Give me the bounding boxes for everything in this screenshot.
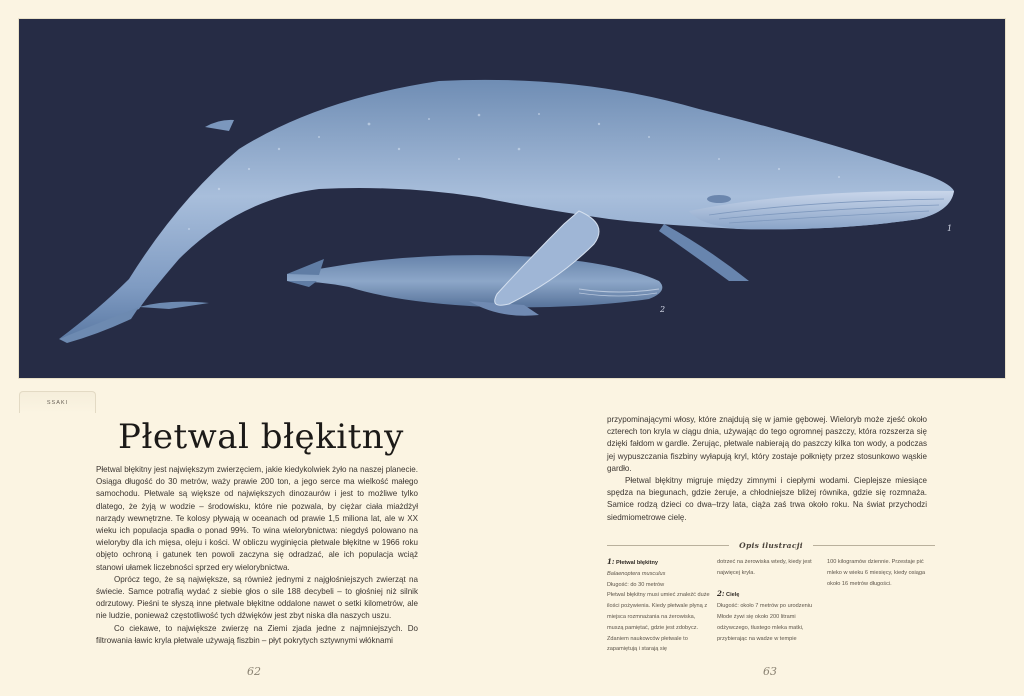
caption-title: Płetwal błękitny [616,560,658,566]
divider [813,545,935,546]
paragraph: Płetwal błękitny jest największym zwierzęciem, jakie kiedykolwiek żyło na naszej planecie. Osiąga długość do 30 metrów, waży prawie 200 ton, a jego serce ma wielkość małego samochodu. Płetwale są większe od największych dinozaurów i jest to możliwe tylko dlatego, że żyją w wodzie – środowisku, które nie pozwala, by ciężar ciała miażdżył narządy wewnętrzne. Te kolosy pływają w oceanach od prawie 1,5 miliona lat, ale w XX wieku ich populacja spadła o ponad 99%. To wina wielorybnictwa: niegdyś polowano na wieloryby dla ich mięsa, oleju i kości. W obliczu wyginięcia płetwale błękitne w 1966 roku objęto ochroną i gatunek ten powoli zaczyna się odradzać, ale ich populacja wciąż stanowi ułamek liczebności sprzed ery wielorybnictwa. [96,465,418,572]
section-tab: SSAKI [19,391,96,413]
caption-latin-name: Balaenoptera musculus [607,570,666,577]
paragraph: przypominającymi włosy, które znajdują się w jamie gębowej. Wieloryb może zjeść około czterech ton kryla w ciągu dnia, używając do tego ogromnej paszczy, która rozszerza się dzięki fałdom w gardle. Żerując, płetwale nabierają do paszczy kilka ton wody, a podczas jej wypuszczania fiszbiny wyłapują kryl, który zostaje połknięty przez stosunkowo wąskie gardło. [607,415,927,473]
caption-number: 1: [607,557,615,566]
left-column-text [96,464,418,647]
paragraph: Płetwal błękitny migruje między zimnymi i ciepłymi wodami. Cieplejsze miesiące spędza na biegunach, gdzie żeruje, a chłodniejsze bliżej równika, gdzie się rozmnaża. Samice rodzą dzieci co dwa–trzy lata, ciąża zaś trwa około roku. Na świat przychodzi siedmiometrowe cielę. [607,476,927,522]
calf-whale [287,255,662,316]
page-number-right: 63 [763,665,777,678]
page-title: Płetwal błękitny [118,417,404,457]
whale-illustration [19,19,1005,378]
caption-title: Cielę [726,592,740,599]
adult-whale [59,80,954,343]
caption-text: 100 kilogramów dziennie. Przestaje pić mleko w wieku 6 miesięcy, kiedy osiąga około 16 metrów długości. [827,559,926,587]
caption-text: Młode żywi się około 200 litrami odżywczego, tłustego mleka matki, przybierając na wadze w tempie [717,613,804,642]
figure-label-2: 2 [660,305,666,314]
caption-length: Długość: około 7 metrów po urodzeniu [717,603,813,610]
caption-number: 2: [717,589,725,599]
caption-length: Długość: do 30 metrów [607,581,665,588]
caption-text: dotrzeć na żerowiska wtedy, kiedy jest najwięcej kryla. [717,559,812,576]
paragraph: Oprócz tego, że są największe, są również jednymi z najgłośniejszych zwierząt na świecie. Samce potrafią wydać z siebie głos o sile 188 decybeli – to głośniej niż silnik odrzutowy. Pieśni te słyszą inne płetwale błękitne oddalone nawet o setki kilometrów, ale nie ludzie, ponieważ częstotliwość tych dźwięków jest zbyt niska dla naszych uszu. [96,574,418,621]
paragraph: Co ciekawe, to największe zwierzę na Ziemi zjada jedne z najmniejszych. Do filtrowania ławic kryla płetwale używają fiszbin – płyt pokrytych sztywnymi włóknami [96,623,418,645]
right-column-text [607,414,927,524]
captions-heading-label: Opis ilustracji [739,540,803,550]
divider [607,545,729,546]
page-number-left: 62 [247,665,261,678]
caption-column-3 [827,557,933,589]
caption-text: Płetwal błękitny musi umieć znaleźć duże ilości pożywienia. Kiedy płetwale płyną z miejsca rozmnażania na żerowiska, muszą pamiętać, gdzie jest zdobycz. Zdaniem naukowców płetwale to zapamiętują i starają się [607,592,710,653]
blue-whale-drawing [19,19,1005,378]
caption-column-1 [607,557,713,655]
figure-label-1: 1 [947,224,953,233]
caption-column-2 [717,557,823,644]
captions-heading [607,538,935,552]
